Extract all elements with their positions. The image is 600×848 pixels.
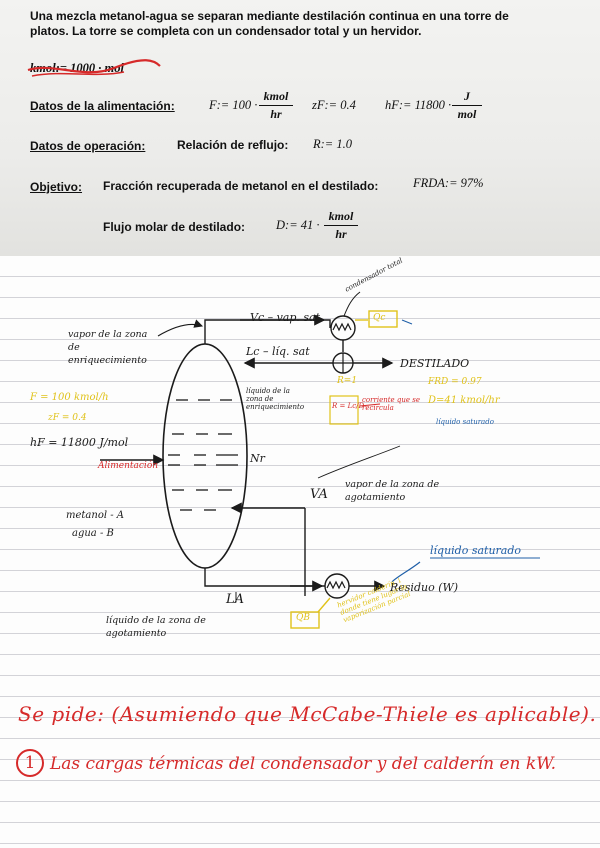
F-lhs: F:= 100 · [209,98,258,112]
item-1-text: Las cargas térmicas del condensador y del calderín en kW. [50,754,557,774]
request-heading: Se pide: (Asumiendo que McCabe-Thiele es aplicable). [18,702,597,726]
liquid-stream-label: Lc – líq. sat [246,345,310,358]
recycle-note: corriente que se recircula [362,396,420,412]
kmol-definition: kmol:= 1000 · mol [30,61,124,75]
problem-line-1: Una mezcla metanol-agua se separan mediante destilación continua en una torre de [30,9,509,23]
hF-units-num: J [452,89,482,106]
reflux-value: R:= 1.0 [313,137,352,151]
hf-note: hF = 11800 J/mol [30,436,129,449]
reflux-ratio-note: R=1 [337,376,358,386]
hF-lhs: hF:= 11800 · [385,98,452,112]
distillate-units-num: kmol [324,209,358,226]
F-units-den: hr [270,107,282,121]
operation-data-label: Datos de operación: [30,139,146,153]
bottoms-line [205,568,325,586]
tray-marks [168,400,238,510]
la-label: LA [226,592,245,607]
vc-text: Vc – vap. sat [250,311,321,324]
hF-units-den: mol [457,107,477,121]
methanol-label: metanol - A [66,510,124,521]
red-scribble-icon [24,56,164,82]
qc-label: Qc [373,313,386,323]
condenser-total-note: condensador total [343,256,404,294]
objective-label: Objetivo: [30,180,83,194]
feed-flow-note: F = 100 kmol/h [30,392,109,403]
reboiler-note: hervidor calderín ↓ donde tiene lugar la vaporización parcial [336,575,412,625]
distillate-units [324,209,358,242]
vapor-stripping-note: vapor de la zona de agotamiento [345,479,440,503]
vapor-enrichment-note: vapor de la zona de enriquecimiento [68,329,148,366]
liquid-sat-blue-note: líquido saturado [430,544,522,557]
recovery-value: FRDA:= 97% [413,176,484,190]
F-units-num: kmol [259,89,293,106]
distillate-lhs: D:= 41 · [276,218,320,232]
reflux-label: Relación de reflujo: [177,138,289,152]
vapor-stream-label [250,311,320,324]
va-label: VA [310,487,328,502]
liquid-sat-yellow-note: líquido saturado [436,418,494,426]
r-fraction-note: R = Lc/D [332,402,365,410]
column-shell [163,344,247,568]
distillate-units-den: hr [335,227,347,241]
hF-units [452,89,482,122]
F-units [259,89,293,122]
destilado-label: DESTILADO [400,357,470,370]
handwritten-notebook [0,256,600,848]
water-label: agua - B [72,528,114,539]
item-1-number: 1 [16,749,44,777]
liquid-stripping-note: líquido de la zona de agotamiento [106,615,206,639]
residue-label: Residuo (W) [390,581,459,594]
frd-note: FRD = 0.97 [428,377,482,387]
d-note: D=41 kmol/hr [428,395,500,406]
nr-label: Nr [250,452,265,465]
distillate-label: Flujo molar de destilado: [103,220,246,234]
problem-line-2: platos. La torre se completa con un condensador total y un hervidor. [30,24,422,38]
feed-data-label: Datos de la alimentación: [30,99,175,113]
liquid-enrichment-note: líquido de la zona de enriquecimiento [246,387,305,411]
printed-problem-statement [0,0,600,256]
zF-value: zF:= 0.4 [312,98,356,112]
qb-label: QB [296,613,310,623]
zf-note: zF = 0.4 [48,413,87,423]
alimentacion-note: Alimentación [98,461,159,471]
recovery-label: Fracción recuperada de metanol en el destilado: [103,179,379,193]
